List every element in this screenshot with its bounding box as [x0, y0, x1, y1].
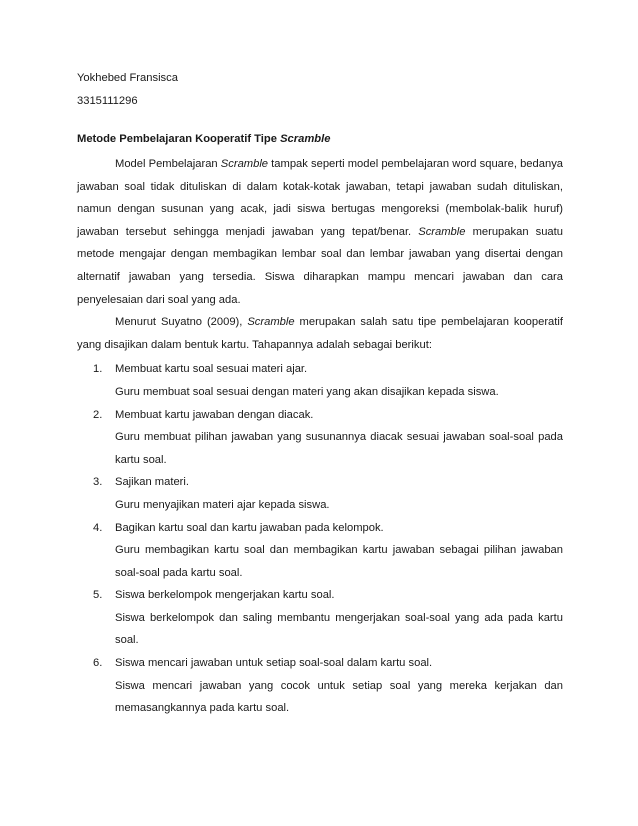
step-title: Bagikan kartu soal dan kartu jawaban pada kelompok. — [115, 521, 384, 534]
step-number: 5. — [93, 589, 103, 602]
step-title: Siswa berkelompok mengerjakan kartu soal. — [115, 589, 335, 602]
list-item — [93, 358, 563, 403]
p2-italic1: Scramble — [247, 316, 295, 329]
paragraph-1 — [77, 153, 563, 311]
step-number: 3. — [93, 476, 103, 489]
p1-italic1: Scramble — [220, 158, 269, 170]
step-title: Siswa mencari jawaban untuk setiap soal-soal dalam kartu soal. — [115, 657, 433, 670]
list-item — [93, 517, 563, 585]
step-description: Guru membuat soal sesuai dengan materi yang akan disajikan kepada siswa. — [115, 385, 499, 398]
p2-part1: Menurut Suyatno (2009), — [115, 316, 248, 329]
step-description: Guru membuat pilihan jawaban yang susunannya diacak sesuai jawaban soal-soal pada kartu soal. — [115, 431, 563, 466]
steps-list — [77, 358, 563, 720]
p1-italic2: Scramble — [418, 225, 466, 238]
step-title: Sajikan materi. — [115, 476, 189, 489]
step-description: Guru menyajikan materi ajar kepada siswa. — [115, 498, 330, 511]
step-title: Membuat kartu soal sesuai materi ajar. — [115, 363, 308, 376]
list-item — [93, 652, 563, 720]
step-number: 4. — [93, 521, 103, 534]
title-text: Metode Pembelajaran Kooperatif Tipe — [77, 133, 281, 145]
step-number: 6. — [93, 657, 103, 670]
step-number: 2. — [93, 408, 103, 421]
author-name: Yokhebed Fransisca — [77, 72, 178, 84]
list-item — [93, 404, 563, 472]
step-description: Guru membagikan kartu soal dan membagikan kartu jawaban sebagai pilihan jawaban soal-soal pada kartu soal. — [115, 544, 563, 579]
step-description: Siswa berkelompok dan saling membantu mengerjakan soal-soal yang ada pada kartu soal. — [115, 611, 563, 647]
step-description: Siswa mencari jawaban yang cocok untuk setiap soal yang mereka kerjakan dan memasangkannya pada kartu soal. — [115, 679, 563, 715]
p1-part2: tampak seperti model pembelajaran word square, bedanya jawaban soal tidak dituliskan di dalam kotak-kotak jawaban, tetapi jawaban sudah dituliskan, namun dengan susunan yang acak, jadi siswa bertugas mengoreksi (membolak-balik huruf) jawaban tersebut sehingga menjadi jawaban yang tepat/benar. — [77, 158, 564, 238]
list-item — [93, 471, 563, 516]
title-italic: Scramble — [280, 133, 331, 145]
step-title: Membuat kartu jawaban dengan diacak. — [115, 408, 314, 421]
step-number: 1. — [93, 363, 103, 376]
p2-part2: merupakan salah satu tipe pembelajaran kooperatif yang disajikan dalam bentuk kartu. Tahapannya adalah sebagai berikut: — [77, 316, 563, 351]
paragraph-2 — [77, 311, 563, 356]
document-title — [77, 130, 563, 148]
student-id: 3315111296 — [77, 95, 138, 107]
p1-part3: merupakan suatu metode mengajar dengan membagikan lembar soal dan lembar jawaban yang disertai dengan alternatif jawaban yang tersedia. Siswa diharapkan mampu mencari jawaban dan cara penyelesaian dari soal yang ada. — [77, 225, 563, 306]
p1-part1: Model Pembelajaran — [115, 158, 221, 170]
list-item — [93, 584, 563, 652]
